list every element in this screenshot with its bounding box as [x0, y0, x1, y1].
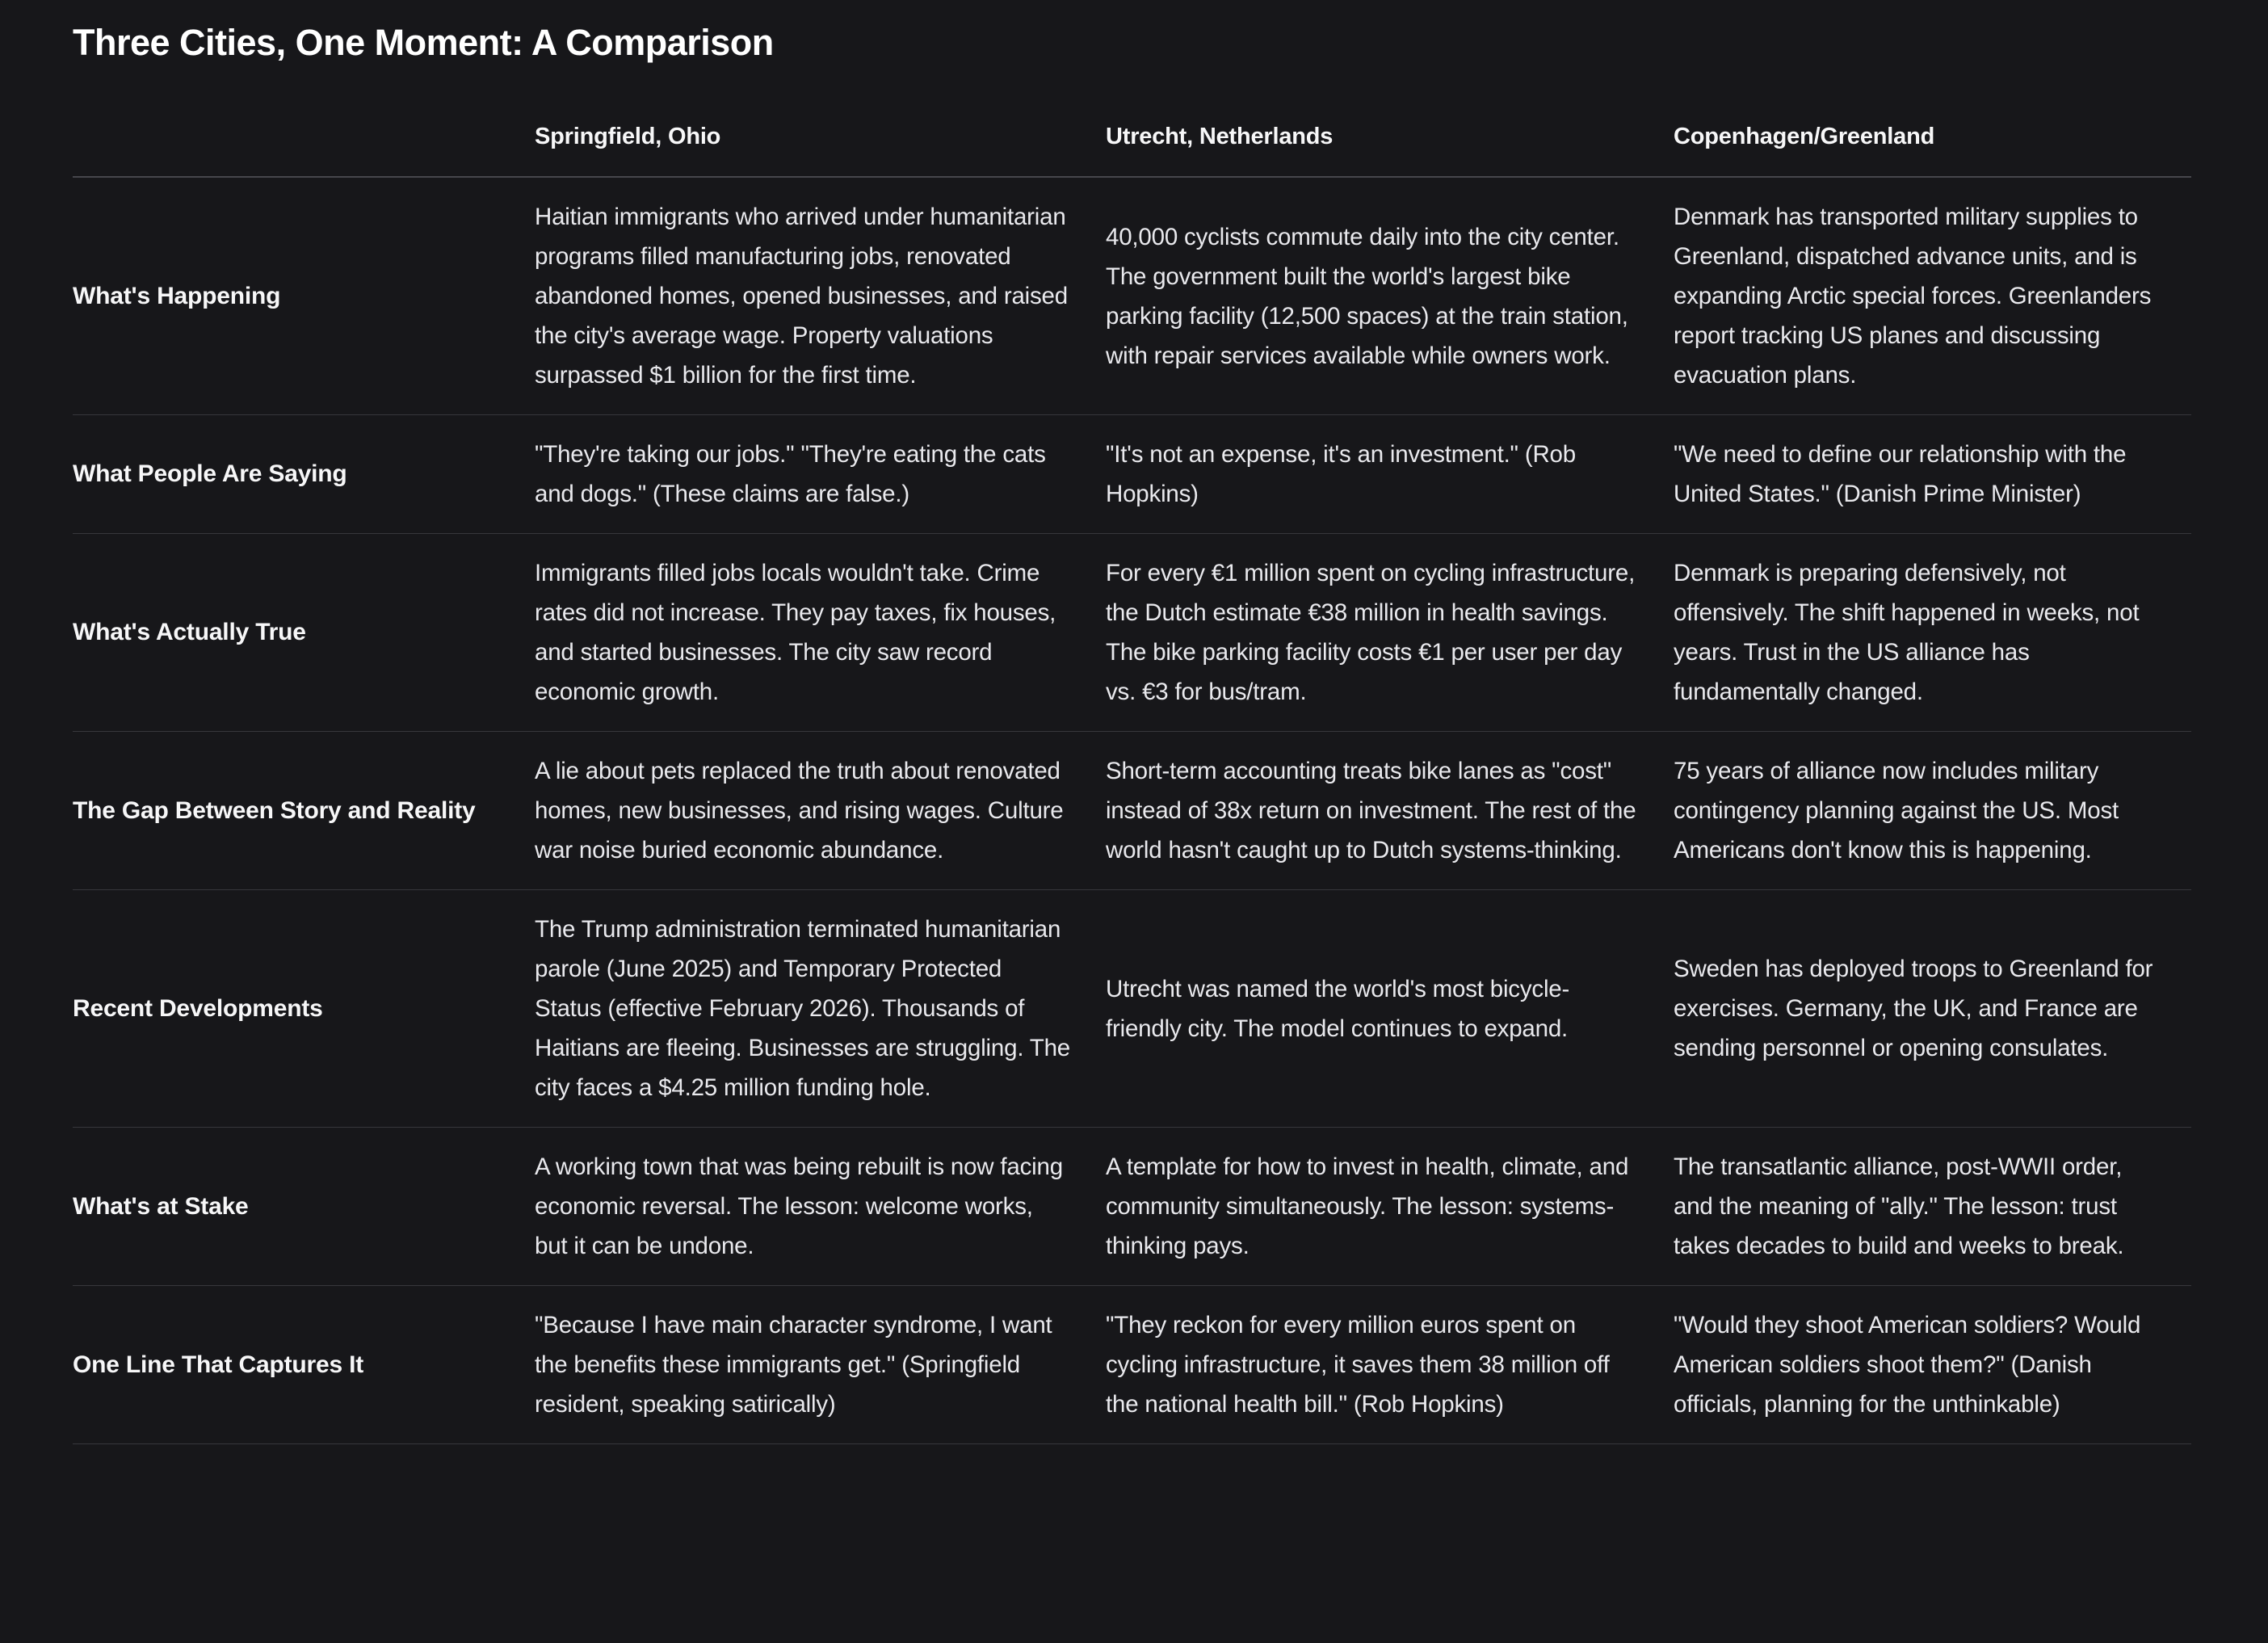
comparison-table	[73, 90, 2191, 1444]
row-label: What's Actually True	[73, 619, 306, 645]
cell-copenhagen: Denmark is preparing defensively, not offensively. The shift happened in weeks, not years. Trust in the US alliance has fundamentally changed.	[1674, 560, 2140, 705]
cell-copenhagen: "Would they shoot American soldiers? Would American soldiers shoot them?" (Danish officials, planning for the unthinkable)	[1674, 1312, 2141, 1418]
cell-copenhagen: "We need to define our relationship with the United States." (Danish Prime Minister)	[1674, 441, 2127, 507]
table-row-recent-developments	[73, 890, 2191, 1128]
table-row-whats-happening	[73, 177, 2191, 415]
cell-utrecht: Utrecht was named the world's most bicycle-friendly city. The model continues to expand.	[1106, 975, 1570, 1042]
cell-springfield: "They're taking our jobs." "They're eating the cats and dogs." (These claims are false.)	[535, 441, 1046, 507]
cell-springfield: Immigrants filled jobs locals wouldn't take. Crime rates did not increase. They pay taxes, fix houses, and started businesses. The city saw record economic growth.	[535, 560, 1056, 705]
cell-utrecht: Short-term accounting treats bike lanes as "cost" instead of 38x return on investment. The rest of the world hasn't caught up to Dutch systems-thinking.	[1106, 758, 1636, 864]
table-row-whats-at-stake	[73, 1128, 2191, 1286]
table-row-what-people-are-saying	[73, 415, 2191, 534]
cell-copenhagen: Denmark has transported military supplies to Greenland, dispatched advance units, and is expanding Arctic special forces. Greenlanders report tracking US planes and discussing evacuation plans.	[1674, 204, 2152, 389]
row-label: Recent Developments	[73, 994, 323, 1022]
cell-utrecht: A template for how to invest in health, climate, and community simultaneously. The lesson: systems-thinking pays.	[1106, 1153, 1629, 1259]
cell-copenhagen: Sweden has deployed troops to Greenland for exercises. Germany, the UK, and France are sending personnel or opening consulates.	[1674, 956, 2153, 1061]
column-header-copenhagen: Copenhagen/Greenland	[1674, 90, 2191, 177]
cell-utrecht: 40,000 cyclists commute daily into the city center. The government built the world's largest bike parking facility (12,500 spaces) at the train station, with repair services available while owners work.	[1106, 223, 1628, 369]
row-label: What People Are Saying	[73, 460, 347, 487]
comparison-page	[73, 21, 2191, 1444]
cell-springfield: A lie about pets replaced the truth about renovated homes, new businesses, and rising wages. Culture war noise buried economic abundance.	[535, 758, 1064, 864]
cell-springfield: The Trump administration terminated humanitarian parole (June 2025) and Temporary Protected Status (effective February 2026). Thousands of Haitians are fleeing. Businesses are struggling. The city faces a $4.25 million funding hole.	[535, 916, 1071, 1101]
table-row-gap-between-story-and-reality	[73, 732, 2191, 890]
cell-springfield: "Because I have main character syndrome, I want the benefits these immigrants get." (Springfield resident, speaking satirically)	[535, 1312, 1052, 1418]
cell-utrecht: For every €1 million spent on cycling infrastructure, the Dutch estimate €38 million in health savings. The bike parking facility costs €1 per user per day vs. €3 for bus/tram.	[1106, 560, 1636, 705]
cell-springfield: A working town that was being rebuilt is now facing economic reversal. The lesson: welcome works, but it can be undone.	[535, 1153, 1063, 1259]
cell-copenhagen: 75 years of alliance now includes military contingency planning against the US. Most Americans don't know this is happening.	[1674, 758, 2119, 864]
table-row-whats-actually-true	[73, 534, 2191, 732]
cell-utrecht: "They reckon for every million euros spent on cycling infrastructure, it saves them 38 million off the national health bill." (Rob Hopkins)	[1106, 1312, 1610, 1418]
cell-utrecht: "It's not an expense, it's an investment." (Rob Hopkins)	[1106, 441, 1576, 507]
table-row-one-line-that-captures-it	[73, 1286, 2191, 1444]
row-label: What's at Stake	[73, 1192, 249, 1220]
column-header-row	[73, 90, 2191, 177]
cell-copenhagen: The transatlantic alliance, post-WWII order, and the meaning of "ally." The lesson: trust takes decades to build and weeks to break.	[1674, 1153, 2124, 1259]
corner-cell	[73, 90, 535, 177]
cell-springfield: Haitian immigrants who arrived under humanitarian programs filled manufacturing jobs, renovated abandoned homes, opened businesses, and raised the city's average wage. Property valuations surpassed $1 billion for the first time.	[535, 204, 1068, 389]
page-title: Three Cities, One Moment: A Comparison	[73, 22, 774, 63]
row-label: One Line That Captures It	[73, 1351, 364, 1378]
row-label: What's Happening	[73, 282, 281, 309]
column-header-utrecht: Utrecht, Netherlands	[1106, 90, 1674, 177]
row-label: The Gap Between Story and Reality	[73, 796, 476, 824]
column-header-springfield: Springfield, Ohio	[535, 90, 1106, 177]
